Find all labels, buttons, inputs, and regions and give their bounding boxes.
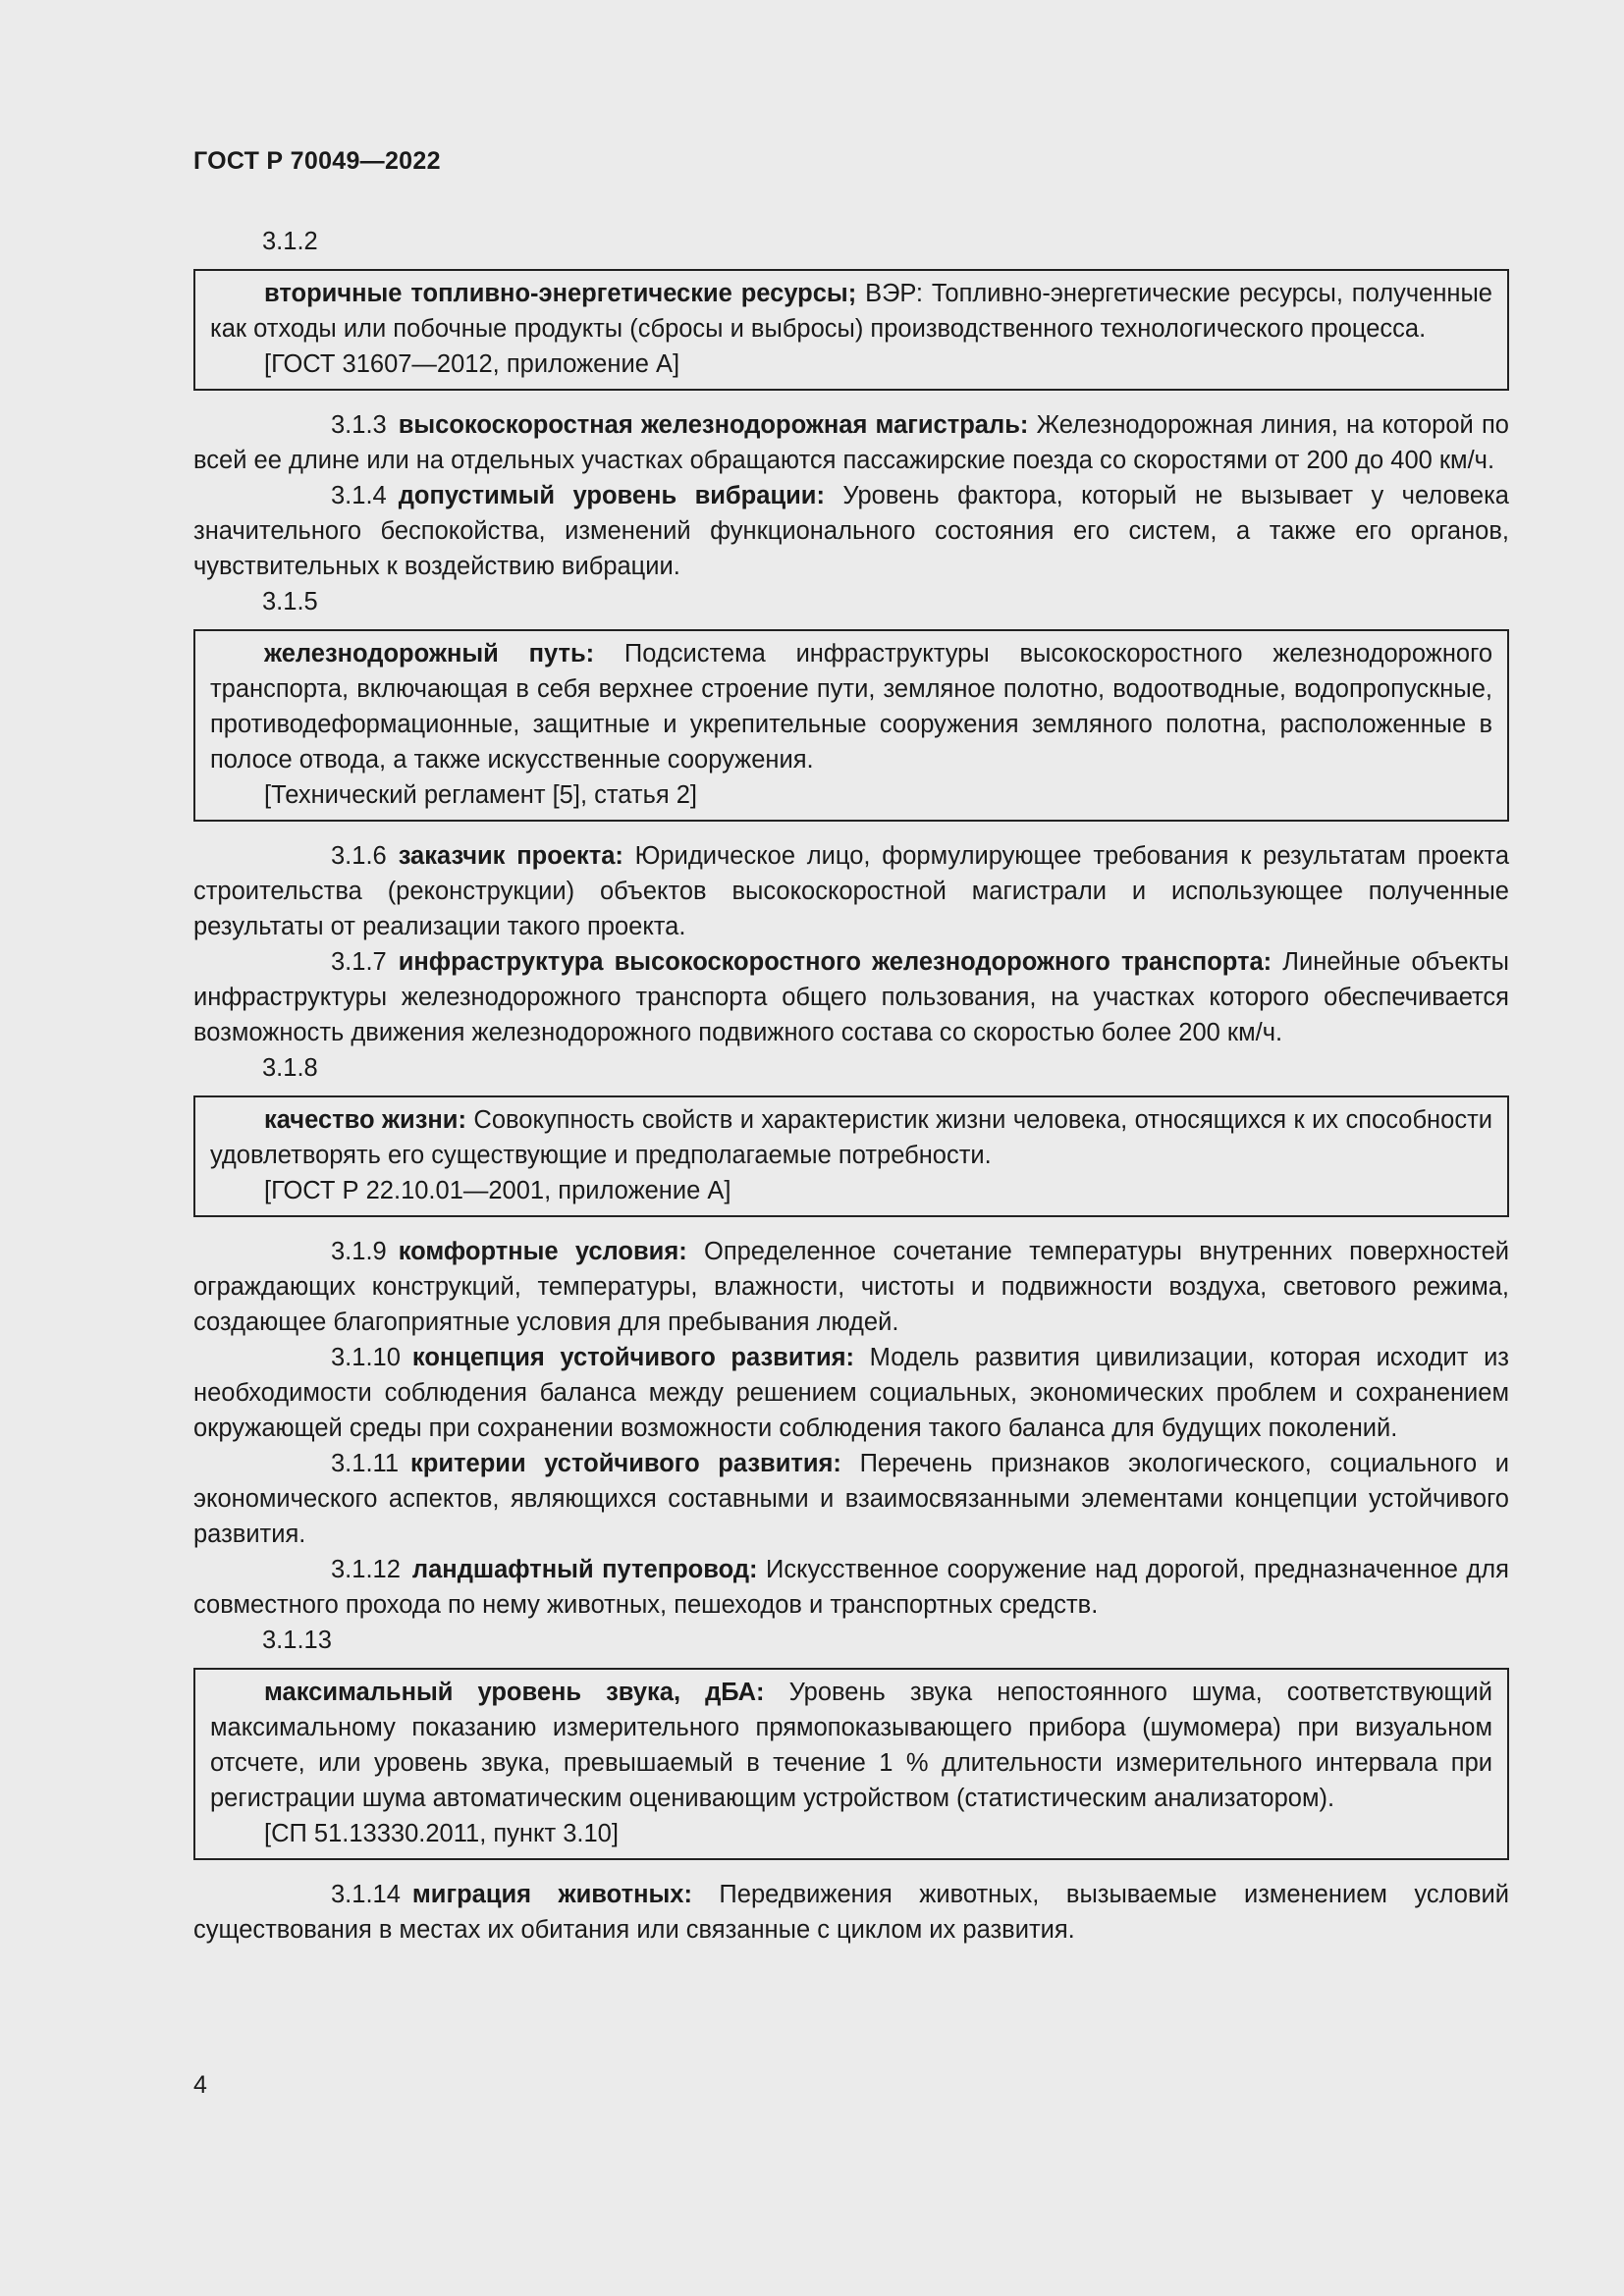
definition-text: Передвижения животных, вызываемые изменением условий существования в местах их обитания или связанные с циклом их развития. xyxy=(193,1881,1509,1944)
term: максимальный уровень звука, дБА: xyxy=(264,1679,765,1706)
definition-text: Железнодорожная линия, на которой по всей ее длине или на отдельных участках обращаются пассажирские поезда со скоростями от 200 до 400 км/ч. xyxy=(193,411,1509,474)
definition-paragraph xyxy=(193,478,1509,584)
definition-text: Модель развития цивилизации, которая исходит из необходимости соблюдения баланса между решением социальных, экономических проблем и сохранением окружающей среды при сохранении возможности соблюдения такого баланса для будущих поколений. xyxy=(193,1344,1509,1442)
term: миграция животных: xyxy=(411,1881,692,1908)
entry-number: 3.1.11 xyxy=(331,1450,400,1477)
page-number: 4 xyxy=(193,2071,207,2099)
entry-number: 3.1.12 xyxy=(331,1556,401,1583)
definition-text: Подсистема инфраструктуры высокоскоростного железнодорожного транспорта, включающая в себя верхнее строение пути, земляное полотно, водоотводные, водопропускные, противодеформационные, защитные и укрепительные сооружения земляного полотна, расположенные в полосе отвода, а также искусственные сооружения. xyxy=(210,640,1492,774)
term: железнодорожный путь: xyxy=(264,640,595,667)
definition-paragraph xyxy=(193,1340,1509,1446)
definition-text: Искусственное сооружение над дорогой, предназначенное для совместного прохода по нему животных, пешеходов и транспортных средств. xyxy=(193,1556,1509,1619)
definition-text: Перечень признаков экологического, социального и экономического аспектов, являющихся составными и взаимосвязанными элементами концепции устойчивого развития. xyxy=(193,1450,1510,1548)
entry-number: 3.1.4 xyxy=(331,482,387,509)
definition-paragraph xyxy=(210,636,1492,777)
source-reference: [Технический регламент [5], статья 2] xyxy=(264,781,698,809)
source-reference: [ГОСТ 31607—2012, приложение А] xyxy=(264,350,680,378)
entry-number: 3.1.13 xyxy=(262,1627,332,1654)
entry-number: 3.1.14 xyxy=(331,1881,401,1908)
definition-text: Совокупность свойств и характеристик жизни человека, относящихся к их способности удовлетворять его существующие и предполагаемые потребности. xyxy=(210,1106,1492,1169)
term: заказчик проекта: xyxy=(398,842,623,870)
term: высокоскоростная железнодорожная магистраль: xyxy=(398,411,1029,439)
entry-number: 3.1.2 xyxy=(262,228,318,255)
term: критерии устойчивого развития: xyxy=(410,1450,841,1477)
definition-text: Определенное сочетание температуры внутренних поверхностей ограждающих конструкций, температуры, влажности, чистоты и подвижности воздуха, светового режима, создающее благоприятные условия для пребывания людей. xyxy=(193,1238,1509,1336)
definition-paragraph xyxy=(210,1102,1492,1173)
quoted-definition-box xyxy=(193,1668,1509,1860)
term: инфраструктура высокоскоростного железнодорожного транспорта: xyxy=(398,948,1272,976)
definition-paragraph xyxy=(193,838,1509,944)
source-reference: [ГОСТ Р 22.10.01—2001, приложение А] xyxy=(264,1177,731,1204)
term: допустимый уровень вибрации: xyxy=(398,482,825,509)
term: ландшафтный путепровод: xyxy=(411,1556,758,1583)
definition-text: Юридическое лицо, формулирующее требования к результатам проекта строительства (реконструкции) объектов высокоскоростной магистрали и использующее полученные результаты от реализации такого проекта. xyxy=(193,842,1509,940)
term: качество жизни: xyxy=(264,1106,466,1134)
entry-number: 3.1.7 xyxy=(331,948,387,976)
quoted-definition-box xyxy=(193,269,1509,391)
entry-number: 3.1.10 xyxy=(331,1344,401,1371)
definition-text: Линейные объекты инфраструктуры железнодорожного транспорта общего пользования, на участках которого обеспечивается возможность движения железнодорожного подвижного состава со скоростью более 200 км/ч. xyxy=(193,948,1510,1046)
entry-number: 3.1.5 xyxy=(262,588,318,615)
definition-text: Уровень фактора, который не вызывает у человека значительного беспокойства, изменений функционального состояния его систем, а также его органов, чувствительных к воздействию вибрации. xyxy=(193,482,1509,580)
term: концепция устойчивого развития: xyxy=(411,1344,855,1371)
definition-text: ВЭР: Топливно-энергетические ресурсы, полученные как отходы или побочные продукты (сбросы и выбросы) производственного технологического процесса. xyxy=(210,280,1492,343)
definition-text: Уровень звука непостоянного шума, соответствующий максимальному показанию измерительного прямопоказывающего прибора (шумомера) при визуальном отсчете, или уровень звука, превышаемый в течение 1 % длительности измерительного интервала при регистрации шума автоматическим оценивающим устройством (статистическим анализатором). xyxy=(210,1679,1492,1812)
entry-number: 3.1.6 xyxy=(331,842,387,870)
document-header: ГОСТ Р 70049—2022 xyxy=(193,147,441,175)
document-body xyxy=(193,224,1509,1948)
quoted-definition-box xyxy=(193,1095,1509,1217)
term: вторичные топливно-энергетические ресурсы; xyxy=(264,280,857,307)
definition-paragraph xyxy=(193,944,1509,1050)
definition-paragraph xyxy=(210,276,1492,347)
definition-paragraph xyxy=(193,1877,1509,1948)
definition-paragraph xyxy=(193,1552,1509,1623)
quoted-definition-box xyxy=(193,629,1509,822)
entry-number: 3.1.3 xyxy=(331,411,387,439)
definition-paragraph xyxy=(193,1446,1509,1552)
definition-paragraph xyxy=(193,407,1509,478)
definition-paragraph xyxy=(193,1234,1509,1340)
term: комфортные условия: xyxy=(398,1238,687,1265)
entry-number: 3.1.8 xyxy=(262,1054,318,1082)
definition-paragraph xyxy=(210,1675,1492,1816)
entry-number: 3.1.9 xyxy=(331,1238,387,1265)
source-reference: [СП 51.13330.2011, пункт 3.10] xyxy=(264,1820,619,1847)
